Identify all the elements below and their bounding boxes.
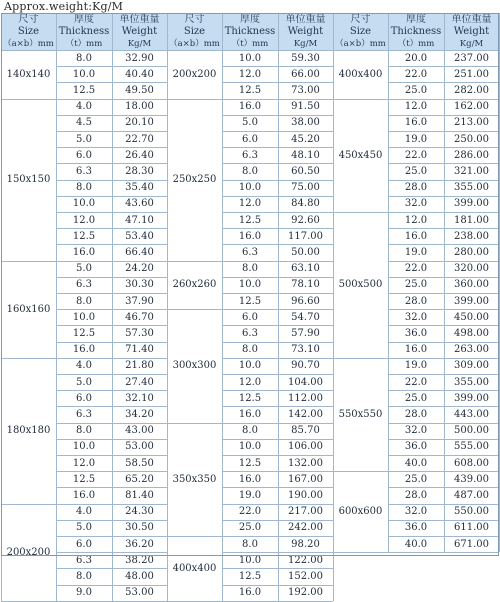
weight-cell: 500.00 bbox=[444, 423, 499, 439]
thickness-cell: 12.5 bbox=[222, 293, 278, 309]
thickness-cell: 32.0 bbox=[388, 309, 444, 325]
weight-cell: 66.00 bbox=[278, 66, 333, 82]
thickness-cell: 6.0 bbox=[222, 131, 278, 147]
size-cell: 450x450 bbox=[333, 99, 388, 212]
grid-line bbox=[56, 13, 57, 601]
thickness-cell: 10.0 bbox=[222, 180, 278, 196]
weight-header-line: 单位重量 bbox=[451, 13, 492, 25]
weight-cell: 40.40 bbox=[112, 66, 167, 82]
size-header bbox=[167, 13, 222, 50]
weight-header-line: 单位重量 bbox=[285, 13, 326, 25]
weight-cell: 43.00 bbox=[112, 423, 167, 439]
thickness-cell: 5.0 bbox=[56, 520, 112, 536]
thickness-cell: 40.0 bbox=[388, 536, 444, 552]
weight-cell: 32.90 bbox=[112, 50, 167, 66]
thickness-header bbox=[56, 13, 112, 50]
grid-line bbox=[112, 13, 113, 601]
weight-cell: 122.00 bbox=[278, 552, 333, 568]
weight-cell: 608.00 bbox=[444, 455, 499, 471]
weight-cell: 50.00 bbox=[278, 244, 333, 260]
grid-line bbox=[333, 552, 499, 553]
thickness-cell: 8.0 bbox=[56, 180, 112, 196]
weight-cell: 60.50 bbox=[278, 163, 333, 179]
weight-cell: 48.10 bbox=[278, 147, 333, 163]
weight-cell: 21.80 bbox=[112, 358, 167, 374]
thickness-cell: 4.0 bbox=[56, 504, 112, 520]
thickness-cell: 6.3 bbox=[222, 325, 278, 341]
grid-line bbox=[278, 13, 279, 601]
weight-header bbox=[112, 13, 167, 50]
thickness-cell: 25.0 bbox=[388, 471, 444, 487]
thickness-header-text bbox=[225, 14, 276, 50]
grid-line bbox=[167, 50, 333, 51]
weight-cell: 22.70 bbox=[112, 131, 167, 147]
weight-cell: 54.70 bbox=[278, 309, 333, 325]
size-header-line: 尺寸 bbox=[18, 13, 39, 25]
thickness-cell: 25.0 bbox=[388, 82, 444, 98]
weight-cell: 671.00 bbox=[444, 536, 499, 552]
weight-cell: 237.00 bbox=[444, 50, 499, 66]
weight-cell: 47.10 bbox=[112, 212, 167, 228]
thickness-cell: 19.0 bbox=[222, 487, 278, 503]
thickness-cell: 8.0 bbox=[222, 342, 278, 358]
weight-cell: 18.00 bbox=[112, 99, 167, 115]
weight-cell: 282.00 bbox=[444, 82, 499, 98]
weight-cell: 399.00 bbox=[444, 293, 499, 309]
weight-header bbox=[444, 13, 499, 50]
weight-cell: 132.00 bbox=[278, 455, 333, 471]
weight-cell: 104.00 bbox=[278, 374, 333, 390]
size-header-text bbox=[169, 14, 220, 50]
weight-cell: 192.00 bbox=[278, 585, 333, 601]
size-cell: 600x600 bbox=[333, 471, 388, 552]
weight-cell: 92.60 bbox=[278, 212, 333, 228]
weight-cell: 34.20 bbox=[112, 406, 167, 422]
table-caption: Approx.weight:Kg/M bbox=[4, 0, 124, 13]
grid-line bbox=[1, 261, 56, 262]
thickness-cell: 6.0 bbox=[56, 147, 112, 163]
weight-cell: 96.60 bbox=[278, 293, 333, 309]
thickness-cell: 4.0 bbox=[56, 358, 112, 374]
thickness-header-line: （t）mm bbox=[397, 38, 435, 49]
weight-header-line: Kg/M bbox=[459, 38, 484, 49]
size-cell: 500x500 bbox=[333, 212, 388, 358]
weight-cell: 84.80 bbox=[278, 196, 333, 212]
size-cell: 350x350 bbox=[167, 423, 222, 536]
weight-cell: 53.00 bbox=[112, 585, 167, 601]
thickness-cell: 16.0 bbox=[388, 115, 444, 131]
thickness-cell: 12.0 bbox=[388, 212, 444, 228]
size-cell: 160x160 bbox=[1, 261, 56, 358]
size-header-line: 尺寸 bbox=[350, 13, 371, 25]
weight-cell: 443.00 bbox=[444, 406, 499, 422]
thickness-cell: 22.0 bbox=[222, 504, 278, 520]
thickness-cell: 16.0 bbox=[388, 228, 444, 244]
weight-header bbox=[278, 13, 333, 50]
size-header-line: Size bbox=[17, 25, 40, 37]
size-cell: 550x550 bbox=[333, 358, 388, 471]
thickness-cell: 22.0 bbox=[388, 66, 444, 82]
weight-cell: 66.40 bbox=[112, 244, 167, 260]
thickness-header-line: Thickness bbox=[224, 25, 276, 37]
thickness-cell: 22.0 bbox=[388, 374, 444, 390]
weight-cell: 81.40 bbox=[112, 487, 167, 503]
weight-cell: 106.00 bbox=[278, 439, 333, 455]
thickness-cell: 4.0 bbox=[56, 99, 112, 115]
weight-header-line: Weight bbox=[121, 25, 158, 37]
thickness-cell: 19.0 bbox=[388, 131, 444, 147]
size-header-text bbox=[335, 14, 386, 50]
size-header-line: Size bbox=[349, 25, 372, 37]
grid-line bbox=[333, 212, 388, 213]
thickness-cell: 8.0 bbox=[56, 423, 112, 439]
weight-cell: 286.00 bbox=[444, 147, 499, 163]
thickness-cell: 12.0 bbox=[222, 66, 278, 82]
size-cell: 140x140 bbox=[1, 50, 56, 99]
thickness-cell: 6.3 bbox=[56, 277, 112, 293]
grid-line bbox=[222, 13, 223, 601]
thickness-cell: 8.0 bbox=[222, 423, 278, 439]
weight-cell: 162.00 bbox=[444, 99, 499, 115]
thickness-cell: 10.0 bbox=[56, 196, 112, 212]
thickness-cell: 10.0 bbox=[222, 50, 278, 66]
thickness-cell: 40.0 bbox=[388, 455, 444, 471]
size-cell: 200x200 bbox=[167, 50, 222, 99]
thickness-cell: 12.0 bbox=[56, 455, 112, 471]
weight-cell: 65.20 bbox=[112, 471, 167, 487]
thickness-cell: 25.0 bbox=[222, 520, 278, 536]
weight-cell: 46.70 bbox=[112, 309, 167, 325]
thickness-cell: 6.3 bbox=[56, 406, 112, 422]
size-header-line: 尺寸 bbox=[184, 13, 205, 25]
thickness-header bbox=[388, 13, 444, 50]
size-header bbox=[333, 13, 388, 50]
grid-line bbox=[333, 99, 388, 100]
thickness-cell: 36.0 bbox=[388, 325, 444, 341]
thickness-cell: 8.0 bbox=[222, 536, 278, 552]
grid-line bbox=[388, 13, 389, 552]
weight-cell: 38.20 bbox=[112, 552, 167, 568]
weight-cell: 73.10 bbox=[278, 342, 333, 358]
thickness-cell: 16.0 bbox=[222, 228, 278, 244]
weight-cell: 73.00 bbox=[278, 82, 333, 98]
weight-cell: 57.90 bbox=[278, 325, 333, 341]
thickness-cell: 22.0 bbox=[388, 261, 444, 277]
weight-cell: 181.00 bbox=[444, 212, 499, 228]
grid-line bbox=[167, 423, 222, 424]
weight-cell: 38.00 bbox=[278, 115, 333, 131]
grid-line bbox=[1, 50, 167, 51]
grid-line bbox=[1, 504, 56, 505]
thickness-cell: 12.5 bbox=[222, 82, 278, 98]
weight-cell: 152.00 bbox=[278, 568, 333, 584]
thickness-header-line: （t）mm bbox=[231, 38, 269, 49]
thickness-cell: 5.0 bbox=[56, 261, 112, 277]
grid-line bbox=[1, 99, 56, 100]
thickness-header-line: 厚度 bbox=[240, 13, 260, 25]
weight-cell: 57.30 bbox=[112, 325, 167, 341]
thickness-cell: 6.3 bbox=[222, 147, 278, 163]
thickness-cell: 22.0 bbox=[388, 147, 444, 163]
thickness-cell: 16.0 bbox=[388, 342, 444, 358]
thickness-cell: 6.0 bbox=[56, 536, 112, 552]
size-header-line: Size bbox=[183, 25, 206, 37]
thickness-cell: 16.0 bbox=[56, 342, 112, 358]
thickness-header-line: Thickness bbox=[390, 25, 442, 37]
thickness-cell: 10.0 bbox=[56, 66, 112, 82]
weight-cell: 35.40 bbox=[112, 180, 167, 196]
weight-cell: 53.40 bbox=[112, 228, 167, 244]
size-cell: 400x400 bbox=[333, 50, 388, 99]
thickness-cell: 5.0 bbox=[222, 115, 278, 131]
weight-header-line: Kg/M bbox=[127, 38, 152, 49]
thickness-header bbox=[222, 13, 278, 50]
grid-line bbox=[1, 13, 2, 601]
weight-cell: 167.00 bbox=[278, 471, 333, 487]
thickness-cell: 6.3 bbox=[56, 552, 112, 568]
weight-cell: 550.00 bbox=[444, 504, 499, 520]
grid-line bbox=[167, 536, 222, 537]
weight-header-line: Weight bbox=[287, 25, 324, 37]
weight-header-line: Kg/M bbox=[293, 38, 318, 49]
weight-cell: 48.00 bbox=[112, 568, 167, 584]
thickness-cell: 25.0 bbox=[388, 277, 444, 293]
grid-line bbox=[167, 13, 168, 601]
weight-cell: 59.30 bbox=[278, 50, 333, 66]
thickness-cell: 28.0 bbox=[388, 406, 444, 422]
thickness-cell: 36.0 bbox=[388, 439, 444, 455]
thickness-cell: 36.0 bbox=[388, 520, 444, 536]
thickness-cell: 16.0 bbox=[56, 244, 112, 260]
weight-table bbox=[1, 13, 499, 599]
weight-cell: 250.00 bbox=[444, 131, 499, 147]
weight-cell: 238.00 bbox=[444, 228, 499, 244]
grid-line bbox=[1, 358, 56, 359]
thickness-cell: 6.3 bbox=[56, 163, 112, 179]
weight-cell: 399.00 bbox=[444, 390, 499, 406]
thickness-cell: 12.5 bbox=[222, 212, 278, 228]
weight-cell: 439.00 bbox=[444, 471, 499, 487]
thickness-cell: 4.5 bbox=[56, 115, 112, 131]
grid-line bbox=[333, 358, 388, 359]
thickness-cell: 10.0 bbox=[222, 277, 278, 293]
weight-cell: 450.00 bbox=[444, 309, 499, 325]
size-cell: 150x150 bbox=[1, 99, 56, 261]
thickness-cell: 12.5 bbox=[56, 325, 112, 341]
thickness-cell: 12.5 bbox=[56, 228, 112, 244]
thickness-cell: 12.5 bbox=[222, 568, 278, 584]
thickness-cell: 32.0 bbox=[388, 196, 444, 212]
weight-cell: 49.50 bbox=[112, 82, 167, 98]
grid-line bbox=[333, 50, 499, 51]
weight-cell: 24.30 bbox=[112, 504, 167, 520]
weight-header-line: Weight bbox=[453, 25, 490, 37]
weight-cell: 71.40 bbox=[112, 342, 167, 358]
thickness-cell: 10.0 bbox=[222, 439, 278, 455]
thickness-cell: 12.0 bbox=[222, 374, 278, 390]
size-header-text bbox=[3, 14, 54, 50]
thickness-cell: 10.0 bbox=[56, 439, 112, 455]
weight-cell: 30.50 bbox=[112, 520, 167, 536]
thickness-cell: 19.0 bbox=[388, 244, 444, 260]
weight-cell: 20.10 bbox=[112, 115, 167, 131]
size-header-line: （a×b）mm bbox=[3, 38, 54, 49]
thickness-cell: 12.5 bbox=[222, 390, 278, 406]
thickness-cell: 28.0 bbox=[388, 487, 444, 503]
weight-cell: 242.00 bbox=[278, 520, 333, 536]
thickness-cell: 6.0 bbox=[222, 309, 278, 325]
weight-cell: 26.40 bbox=[112, 147, 167, 163]
size-header-line: （a×b）mm bbox=[335, 38, 386, 49]
weight-cell: 555.00 bbox=[444, 439, 499, 455]
weight-cell: 78.10 bbox=[278, 277, 333, 293]
thickness-cell: 12.5 bbox=[56, 471, 112, 487]
thickness-cell: 8.0 bbox=[222, 261, 278, 277]
weight-cell: 190.00 bbox=[278, 487, 333, 503]
weight-cell: 63.10 bbox=[278, 261, 333, 277]
weight-cell: 360.00 bbox=[444, 277, 499, 293]
weight-header-text bbox=[120, 14, 160, 50]
weight-cell: 36.20 bbox=[112, 536, 167, 552]
weight-cell: 37.90 bbox=[112, 293, 167, 309]
weight-cell: 117.00 bbox=[278, 228, 333, 244]
grid-line bbox=[167, 309, 222, 310]
weight-cell: 399.00 bbox=[444, 196, 499, 212]
weight-cell: 309.00 bbox=[444, 358, 499, 374]
weight-cell: 263.00 bbox=[444, 342, 499, 358]
thickness-cell: 8.0 bbox=[56, 293, 112, 309]
size-cell: 400x400 bbox=[167, 536, 222, 601]
grid-line bbox=[444, 13, 445, 552]
thickness-cell: 19.0 bbox=[388, 358, 444, 374]
thickness-header-line: 厚度 bbox=[406, 13, 426, 25]
weight-cell: 28.30 bbox=[112, 163, 167, 179]
thickness-header-text bbox=[59, 14, 110, 50]
weight-cell: 487.00 bbox=[444, 487, 499, 503]
weight-cell: 98.20 bbox=[278, 536, 333, 552]
thickness-cell: 10.0 bbox=[222, 552, 278, 568]
weight-cell: 27.40 bbox=[112, 374, 167, 390]
thickness-cell: 5.0 bbox=[56, 131, 112, 147]
thickness-cell: 16.0 bbox=[222, 99, 278, 115]
weight-cell: 75.00 bbox=[278, 180, 333, 196]
thickness-cell: 12.0 bbox=[388, 99, 444, 115]
weight-cell: 85.70 bbox=[278, 423, 333, 439]
thickness-cell: 25.0 bbox=[388, 163, 444, 179]
weight-cell: 30.30 bbox=[112, 277, 167, 293]
thickness-cell: 8.0 bbox=[222, 163, 278, 179]
thickness-cell: 28.0 bbox=[388, 293, 444, 309]
weight-cell: 320.00 bbox=[444, 261, 499, 277]
thickness-cell: 10.0 bbox=[56, 309, 112, 325]
weight-header-text bbox=[452, 14, 492, 50]
thickness-cell: 28.0 bbox=[388, 180, 444, 196]
thickness-cell: 8.0 bbox=[56, 50, 112, 66]
weight-cell: 251.00 bbox=[444, 66, 499, 82]
weight-cell: 32.10 bbox=[112, 390, 167, 406]
grid-line bbox=[333, 471, 388, 472]
thickness-cell: 25.0 bbox=[388, 390, 444, 406]
thickness-cell: 16.0 bbox=[222, 471, 278, 487]
thickness-cell: 12.5 bbox=[56, 82, 112, 98]
weight-cell: 611.00 bbox=[444, 520, 499, 536]
thickness-cell: 8.0 bbox=[56, 568, 112, 584]
thickness-cell: 32.0 bbox=[388, 504, 444, 520]
thickness-cell: 5.0 bbox=[56, 374, 112, 390]
thickness-cell: 16.0 bbox=[222, 406, 278, 422]
size-cell: 200x200 bbox=[1, 504, 56, 601]
size-cell: 180x180 bbox=[1, 358, 56, 504]
size-header bbox=[1, 13, 56, 50]
thickness-cell: 32.0 bbox=[388, 423, 444, 439]
grid-line bbox=[167, 99, 222, 100]
thickness-cell: 10.0 bbox=[222, 358, 278, 374]
thickness-cell: 16.0 bbox=[222, 585, 278, 601]
weight-cell: 91.50 bbox=[278, 99, 333, 115]
size-cell: 250x250 bbox=[167, 99, 222, 261]
thickness-header-text bbox=[391, 14, 442, 50]
weight-cell: 24.20 bbox=[112, 261, 167, 277]
weight-cell: 321.00 bbox=[444, 163, 499, 179]
weight-cell: 43.60 bbox=[112, 196, 167, 212]
weight-header-line: 单位重量 bbox=[119, 13, 160, 25]
weight-cell: 53.00 bbox=[112, 439, 167, 455]
thickness-header-line: （t）mm bbox=[65, 38, 103, 49]
thickness-cell: 12.0 bbox=[56, 212, 112, 228]
size-cell: 260x260 bbox=[167, 261, 222, 310]
weight-header-text bbox=[286, 14, 326, 50]
weight-cell: 280.00 bbox=[444, 244, 499, 260]
thickness-cell: 12.5 bbox=[222, 455, 278, 471]
thickness-header-line: Thickness bbox=[58, 25, 110, 37]
weight-cell: 213.00 bbox=[444, 115, 499, 131]
weight-cell: 58.50 bbox=[112, 455, 167, 471]
weight-cell: 112.00 bbox=[278, 390, 333, 406]
size-header-line: （a×b）mm bbox=[169, 38, 220, 49]
weight-cell: 355.00 bbox=[444, 180, 499, 196]
weight-cell: 45.20 bbox=[278, 131, 333, 147]
weight-cell: 355.00 bbox=[444, 374, 499, 390]
thickness-cell: 9.0 bbox=[56, 585, 112, 601]
weight-cell: 217.00 bbox=[278, 504, 333, 520]
thickness-cell: 6.3 bbox=[222, 244, 278, 260]
grid-line bbox=[167, 261, 222, 262]
thickness-cell: 12.0 bbox=[222, 196, 278, 212]
thickness-cell: 6.0 bbox=[56, 390, 112, 406]
thickness-header-line: 厚度 bbox=[74, 13, 94, 25]
size-cell: 300x300 bbox=[167, 309, 222, 422]
weight-cell: 90.70 bbox=[278, 358, 333, 374]
weight-cell: 142.00 bbox=[278, 406, 333, 422]
thickness-cell: 20.0 bbox=[388, 50, 444, 66]
weight-cell: 498.00 bbox=[444, 325, 499, 341]
grid-line bbox=[333, 13, 334, 552]
thickness-cell: 16.0 bbox=[56, 487, 112, 503]
